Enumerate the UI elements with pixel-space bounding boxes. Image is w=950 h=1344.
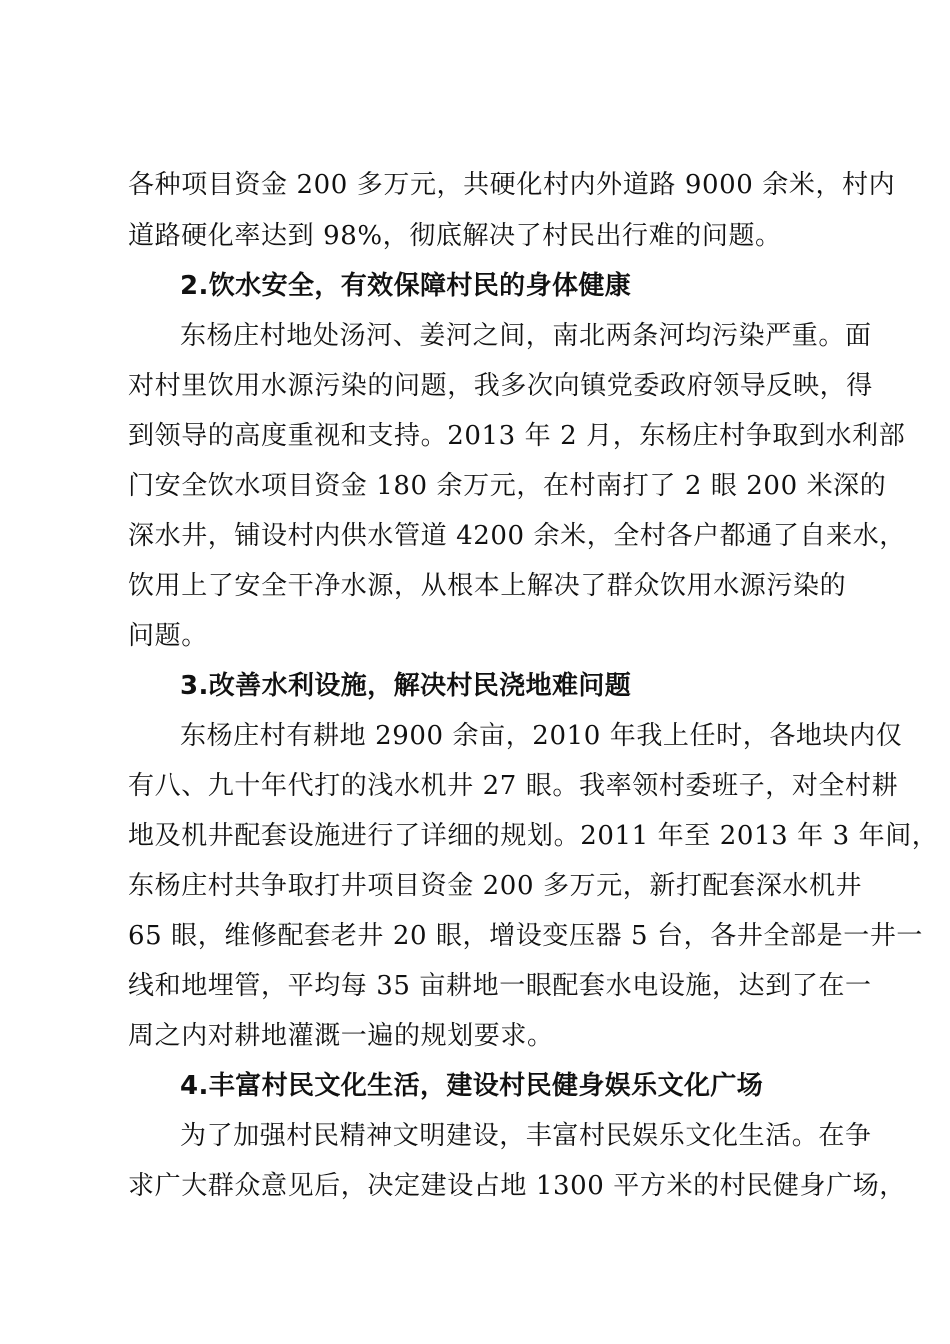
section-heading-3: 3.改善水利设施，解决村民浇地难问题 [180,671,632,701]
paragraph-line: 对村里饮用水源污染的问题，我多次向镇党委政府领导反映，得 [128,371,873,401]
paragraph-line: 深水井，铺设村内供水管道 4200 余米，全村各户都通了自来水， [128,521,906,551]
paragraph-line: 各种项目资金 200 多万元，共硬化村内外道路 9000 余米，村内 [128,170,896,200]
paragraph-line: 问题。 [128,621,208,651]
paragraph-line: 东杨庄村有耕地 2900 余亩，2010 年我上任时，各地块内仅 [180,721,903,751]
paragraph-line: 周之内对耕地灌溉一遍的规划要求。 [128,1021,554,1051]
paragraph-line: 到领导的高度重视和支持。2013 年 2 月，东杨庄村争取到水利部 [128,421,906,451]
section-heading-2: 2.饮水安全，有效保障村民的身体健康 [180,271,632,301]
paragraph-line: 东杨庄村地处汤河、姜河之间，南北两条河均污染严重。面 [180,321,872,351]
paragraph-line: 65 眼，维修配套老井 20 眼，增设变压器 5 台，各井全部是一井一 [128,921,924,951]
paragraph-line: 道路硬化率达到 98%，彻底解决了村民出行难的问题。 [128,221,782,251]
paragraph-line: 地及机井配套设施进行了详细的规划。2011 年至 2013 年 3 年间， [128,821,939,851]
paragraph-line: 东杨庄村共争取打井项目资金 200 多万元，新打配套深水机井 [128,871,863,901]
paragraph-line: 饮用上了安全干净水源，从根本上解决了群众饮用水源污染的 [128,571,847,601]
section-heading-4: 4.丰富村民文化生活，建设村民健身娱乐文化广场 [180,1071,764,1101]
paragraph-line: 为了加强村民精神文明建设，丰富村民娱乐文化生活。在争 [180,1121,872,1151]
paragraph-line: 有八、九十年代打的浅水机井 27 眼。我率领村委班子，对全村耕 [128,771,899,801]
paragraph-line: 线和地埋管，平均每 35 亩耕地一眼配套水电设施，达到了在一 [128,971,872,1001]
paragraph-line: 门安全饮水项目资金 180 余万元，在村南打了 2 眼 200 米深的 [128,471,887,501]
paragraph-line: 求广大群众意见后，决定建设占地 1300 平方米的村民健身广场， [128,1171,906,1201]
